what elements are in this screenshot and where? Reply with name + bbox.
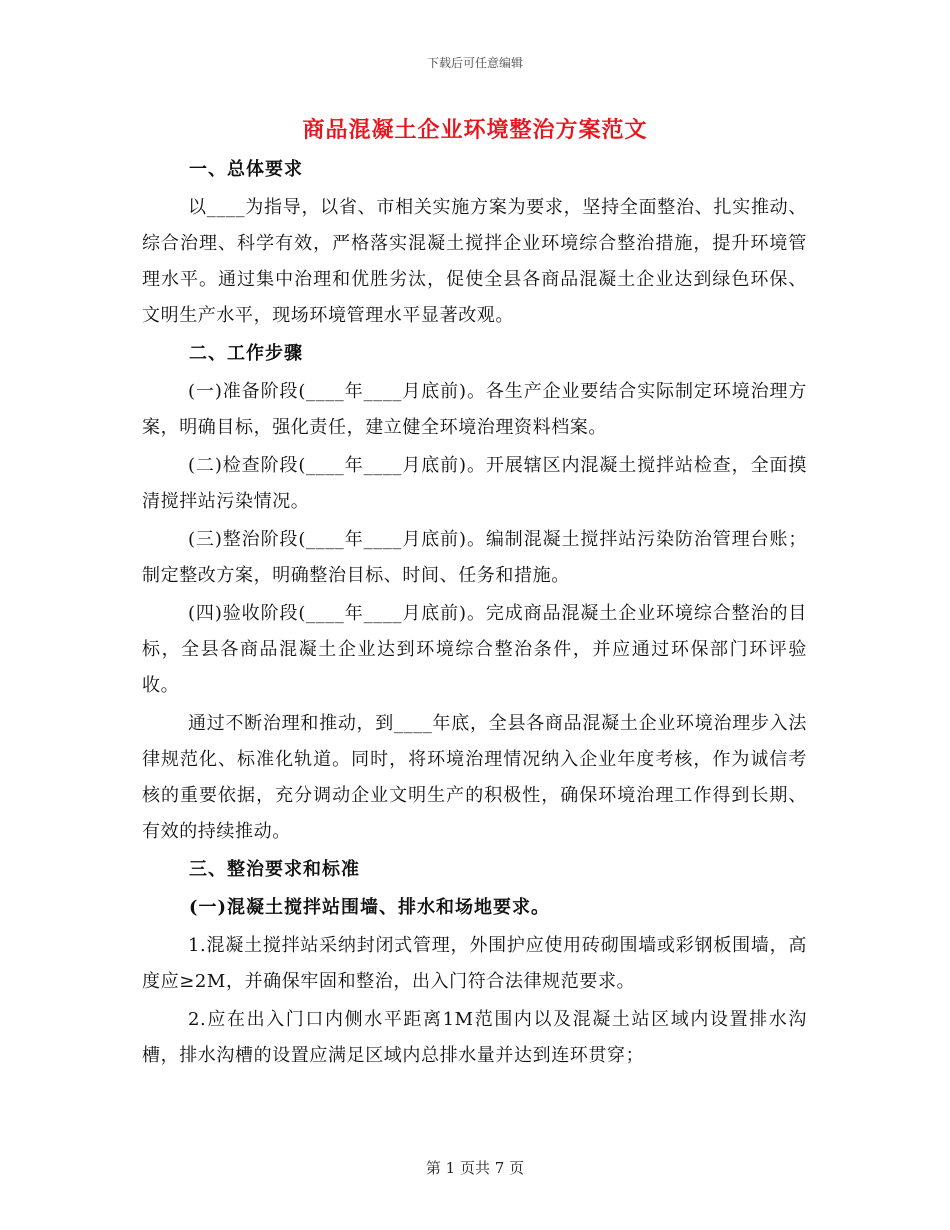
document-body: [142, 152, 807, 1076]
paragraph: 2.应在出入门口内侧水平距离1M范围内以及混凝土站区域内设置排水沟槽，排水沟槽的设置应满足区域内总排水量并达到连环贯穿；: [142, 1009, 807, 1066]
page-footer: 第 1 页共 7 页: [425, 1159, 525, 1177]
paragraph: 通过不断治理和推动，到____年底，全县各商品混凝土企业环境治理步入法律规范化、标准化轨道。同时，将环境治理情况纳入企业年度考核，作为诚信考核的重要依据，充分调动企业文明生产的积极性，确保环境治理工作得到长期、有效的持续推动。: [142, 713, 807, 842]
section-heading-2: 二、工作步骤: [189, 343, 303, 364]
paragraph: 1.混凝土搅拌站采纳封闭式管理，外围护应使用砖砌围墙或彩钢板围墙，高度应≥2M，并确保牢固和整治，出入门符合法律规范要求。: [142, 935, 807, 992]
section-heading-1: 一、总体要求: [189, 159, 303, 180]
subsection-heading: (一)混凝土搅拌站围墙、排水和场地要求。: [189, 897, 551, 918]
paragraph: 以____为指导，以省、市相关实施方案为要求，坚持全面整治、扎实推动、综合治理、科学有效，严格落实混凝土搅拌企业环境综合整治措施，提升环境管理水平。通过集中治理和优胜劣汰，促使全县各商品混凝土企业达到绿色环保、文明生产水平，现场环境管理水平显著改观。: [142, 197, 807, 326]
paragraph: (二)检查阶段(____年____月底前)。开展辖区内混凝土搅拌站检查，全面摸清搅拌站污染情况。: [142, 455, 807, 512]
header-note: 下载后可任意编辑: [426, 56, 523, 70]
paragraph: (四)验收阶段(____年____月底前)。完成商品混凝土企业环境综合整治的目标，全县各商品混凝土企业达到环境综合整治条件，并应通过环保部门环评验收。: [142, 603, 807, 696]
document-title: 商品混凝土企业环境整治方案范文: [302, 117, 648, 143]
section-heading-3: 三、整治要求和标准: [189, 859, 360, 880]
paragraph: (一)准备阶段(____年____月底前)。各生产企业要结合实际制定环境治理方案，明确目标，强化责任，建立健全环境治理资料档案。: [142, 381, 807, 438]
paragraph: (三)整治阶段(____年____月底前)。编制混凝土搅拌站污染防治管理台账；制定整改方案，明确整治目标、时间、任务和措施。: [142, 529, 807, 586]
